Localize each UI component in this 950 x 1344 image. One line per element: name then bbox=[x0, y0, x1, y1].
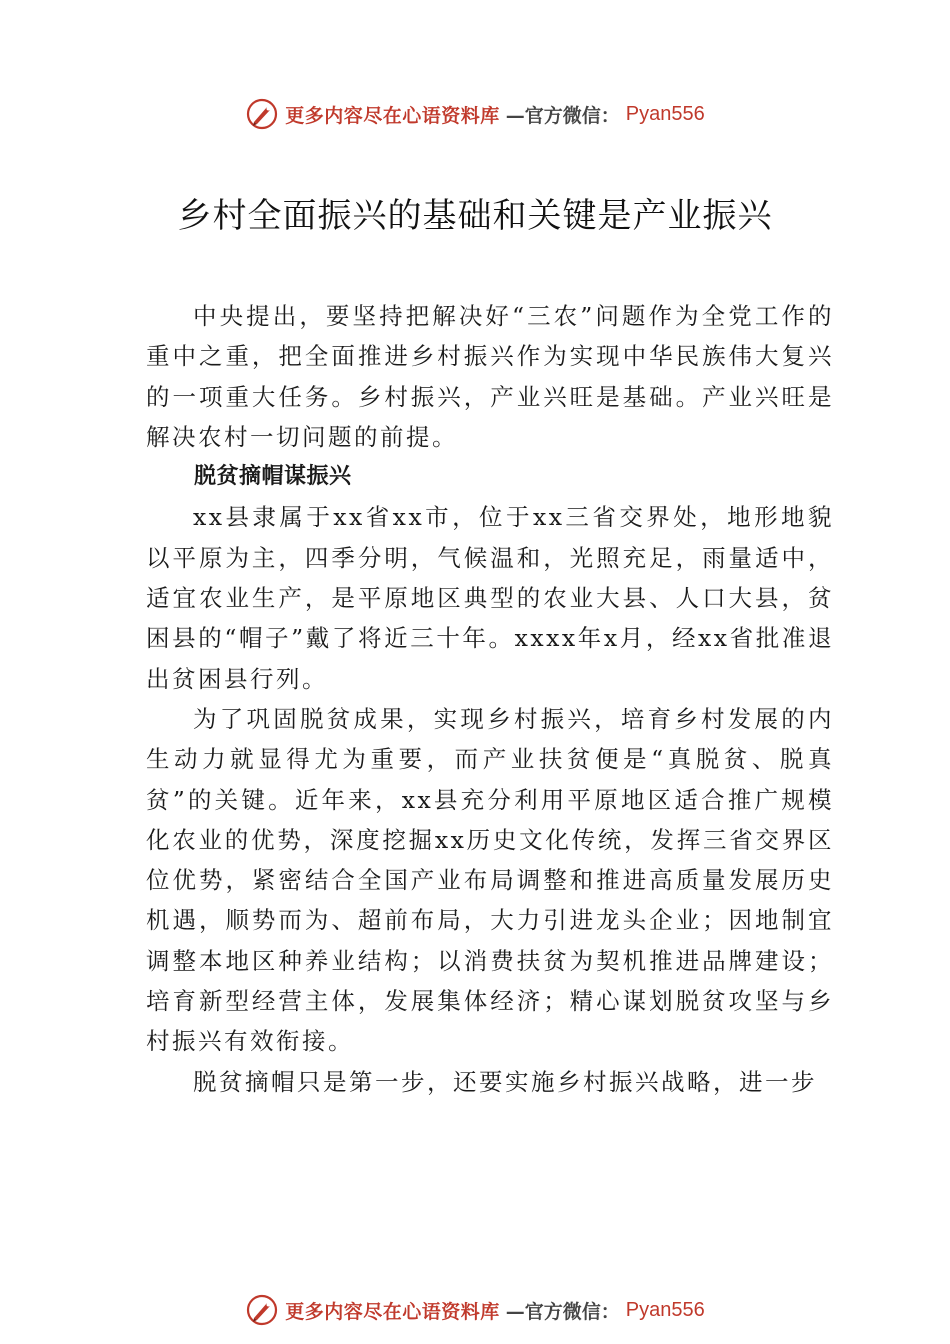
banner-site-text: 更多内容尽在心语资料库 bbox=[285, 104, 500, 127]
banner-separator: —官方微信： bbox=[505, 104, 620, 127]
banner-separator: —官方微信： bbox=[505, 1300, 620, 1323]
banner-wechat-id: Pyan556 bbox=[625, 102, 705, 125]
pen-logo-icon bbox=[245, 97, 279, 131]
paragraph-next-step: 脱贫摘帽只是第一步，还要实施乡村振兴战略，进一步 bbox=[193, 1067, 817, 1096]
pen-logo-icon bbox=[245, 1293, 279, 1327]
header-banner bbox=[0, 94, 950, 134]
banner-wechat-id: Pyan556 bbox=[625, 1298, 705, 1321]
paragraph-county: xx县隶属于xx省xx市，位于xx三省交界处，地形地貌以平原为主，四季分明，气候温和，光照充足，雨量适中，适宜农业生产，是平原地区典型的农业大县、人口大县，贫困县的“帽子”戴了将近三十年。xxxx年x月，经xx省批准退出贫困县行列。 bbox=[146, 503, 834, 693]
banner-site-text: 更多内容尽在心语资料库 bbox=[285, 1300, 500, 1323]
section-heading: 脱贫摘帽谋振兴 bbox=[194, 464, 352, 490]
paragraph-intro: 中央提出，要坚持把解决好“三农”问题作为全党工作的重中之重，把全面推进乡村振兴作为实现中华民族伟大复兴的一项重大任务。乡村振兴，产业兴旺是基础。产业兴旺是解决农村一切问题的前提。 bbox=[146, 302, 834, 451]
document-body bbox=[146, 296, 834, 1102]
paragraph-industry: 为了巩固脱贫成果，实现乡村振兴，培育乡村发展的内生动力就显得尤为重要，而产业扶贫便是“真脱贫、脱真贫”的关键。近年来，xx县充分利用平原地区适合推广规模化农业的优势，深度挖掘xx历史文化传统，发挥三省交界区位优势，紧密结合全国产业布局调整和推进高质量发展历史机遇，顺势而为、超前布局，大力引进龙头企业；因地制宜调整本地区种养业结构；以消费扶贫为契机推进品牌建设；培育新型经营主体，发展集体经济；精心谋划脱贫攻坚与乡村振兴有效衔接。 bbox=[146, 704, 834, 1056]
document-title: 乡村全面振兴的基础和关键是产业振兴 bbox=[177, 196, 773, 236]
footer-banner bbox=[0, 1290, 950, 1330]
